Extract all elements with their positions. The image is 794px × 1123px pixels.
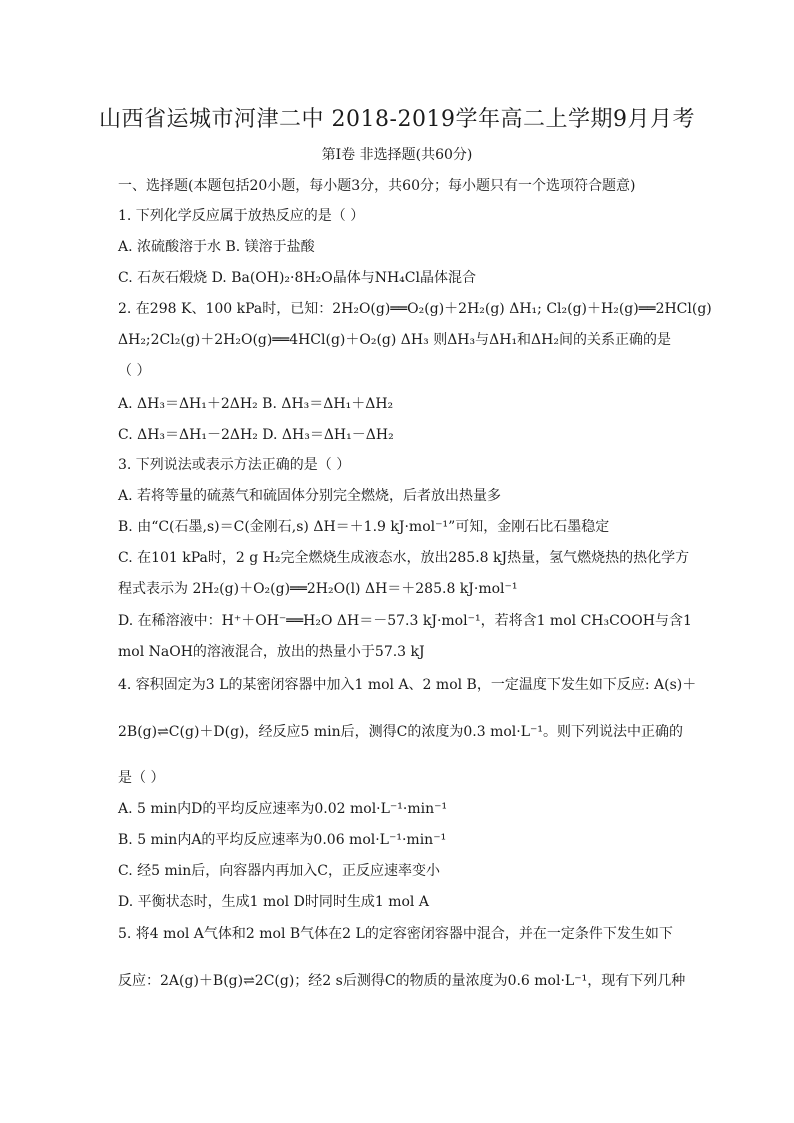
q2-stem-line3: （ ）: [118, 363, 151, 379]
q4-stem-line2: 2B(g)⇌C(g)＋D(g)，经反应5 min后，测得C的浓度为0.3 mol·L⁻¹。则下列说法中正确的: [118, 724, 684, 740]
q4-option-a: A. 5 min内D的平均反应速率为0.02 mol·L⁻¹·min⁻¹: [118, 801, 448, 817]
q4-option-b: B. 5 min内A的平均反应速率为0.06 mol·L⁻¹·min⁻¹: [118, 832, 447, 848]
q1-stem: 1. 下列化学反应属于放热反应的是（ ）: [118, 208, 365, 224]
q3-option-b: B. 由“C(石墨,s)＝C(金刚石,s) ΔH＝＋1.9 kJ·mol⁻¹”可知，金刚石比石墨稳定: [118, 519, 610, 535]
q3-option-a: A. 若将等量的硫蒸气和硫固体分别完全燃烧，后者放出热量多: [118, 488, 502, 504]
q1-options-ab: A. 浓硫酸溶于水 B. 镁溶于盐酸: [118, 239, 315, 255]
q2-options-cd: C. ΔH₃＝ΔH₁－2ΔH₂ D. ΔH₃＝ΔH₁－ΔH₂: [118, 427, 394, 443]
q3-stem: 3. 下列说法或表示方法正确的是（ ）: [118, 457, 351, 473]
q2-options-ab: A. ΔH₃＝ΔH₁＋2ΔH₂ B. ΔH₃＝ΔH₁＋ΔH₂: [118, 396, 394, 412]
q5-stem-line2: 反应：2A(g)＋B(g)⇌2C(g)；经2 s后测得C的物质的量浓度为0.6 mol·L⁻¹，现有下列几种: [118, 973, 686, 989]
q1-options-cd: C. 石灰石煅烧 D. Ba(OH)₂·8H₂O晶体与NH₄Cl晶体混合: [118, 270, 476, 286]
section-heading: 第Ⅰ卷 非选择题(共60分): [321, 147, 473, 163]
q3-option-d-line2: mol NaOH的溶液混合，放出的热量小于57.3 kJ: [118, 644, 425, 660]
instructions-line: 一、选择题(本题包括20小题，每小题3分，共60分；每小题只有一个选项符合题意): [118, 178, 636, 194]
q2-stem-line1: 2. 在298 K、100 kPa时，已知：2H₂O(g)══O₂(g)＋2H₂(g) ΔH₁; Cl₂(g)＋H₂(g)══2HCl(g): [118, 301, 712, 317]
q2-stem-line2: ΔH₂;2Cl₂(g)＋2H₂O(g)══4HCl(g)＋O₂(g) ΔH₃ 则ΔH₃与ΔH₁和ΔH₂间的关系正确的是: [118, 332, 671, 348]
q4-stem-line3: 是（ ）: [118, 770, 165, 786]
exam-title: 山西省运城市河津二中 2018-2019学年高二上学期9月月考: [99, 107, 695, 132]
q3-option-c-line2: 程式表示为 2H₂(g)＋O₂(g)══2H₂O(l) ΔH＝＋285.8 kJ·mol⁻¹: [118, 581, 518, 597]
q4-option-d: D. 平衡状态时，生成1 mol D时同时生成1 mol A: [118, 894, 429, 910]
q4-stem-line1: 4. 容积固定为3 L的某密闭容器中加入1 mol A、2 mol B，一定温度下发生如下反应: A(s)＋: [118, 677, 697, 693]
q3-option-c-line1: C. 在101 kPa时，2 g H₂完全燃烧生成液态水，放出285.8 kJ热量，氢气燃烧热的热化学方: [118, 550, 690, 566]
q5-stem-line1: 5. 将4 mol A气体和2 mol B气体在2 L的定容密闭容器中混合，并在一定条件下发生如下: [118, 926, 673, 942]
q3-option-d-line1: D. 在稀溶液中：H⁺＋OH⁻══H₂O ΔH＝－57.3 kJ·mol⁻¹，若将含1 mol CH₃COOH与含1: [118, 613, 692, 629]
q4-option-c: C. 经5 min后，向容器内再加入C，正反应速率变小: [118, 863, 440, 879]
